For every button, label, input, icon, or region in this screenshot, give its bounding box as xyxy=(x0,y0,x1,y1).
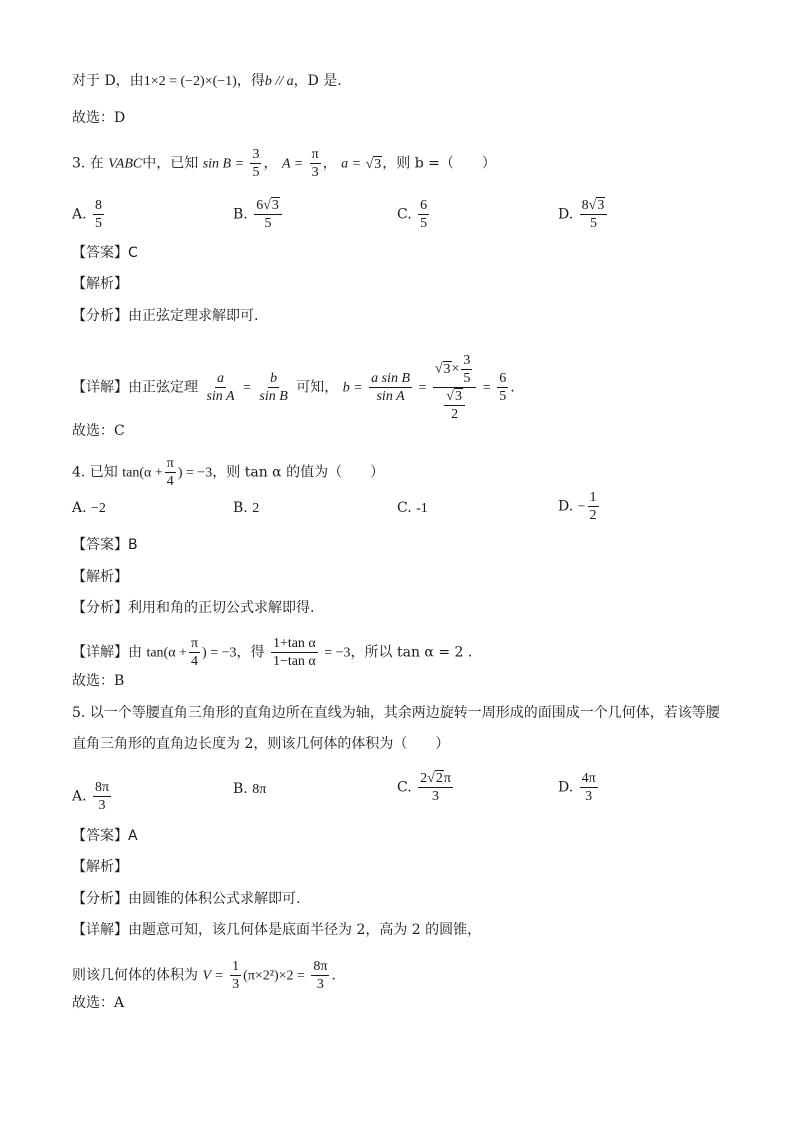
num: π xyxy=(311,147,319,162)
V-eq: V = xyxy=(202,968,224,984)
den: 3 xyxy=(316,977,324,992)
q5-xiangjie: 【详解】由题意可知，该几何体是底面半径为 2，高为 2 的圆锥， xyxy=(72,922,482,938)
choose-a: 故选：A xyxy=(72,995,125,1011)
label: B. xyxy=(233,781,248,797)
frac-1-3 xyxy=(230,958,241,993)
q5-option-d[interactable] xyxy=(558,770,600,805)
tan-open: tan(α + xyxy=(146,645,187,661)
label: C. xyxy=(397,206,412,223)
label: C. xyxy=(397,779,412,796)
frac-asinB xyxy=(369,370,412,405)
frac xyxy=(418,770,453,805)
label: A. xyxy=(72,500,87,516)
den: sin B xyxy=(259,389,288,404)
val: 8π xyxy=(252,782,267,797)
text: ，所以 tan α = 2 . xyxy=(350,644,473,661)
den: sin A xyxy=(206,389,235,404)
tan-open: tan(α + xyxy=(122,465,163,481)
label: C. xyxy=(397,500,412,516)
times: × xyxy=(451,361,460,377)
num: π xyxy=(190,636,199,651)
num: 8 xyxy=(95,198,103,213)
num: 6√3 xyxy=(254,197,282,215)
question-3: 3. 在 VABC中，已知 sin B = $\frac{3}{5}$ ， A = $\frac{\pi}{3}$ ， a = √3，则 b =（ ） xyxy=(72,147,496,180)
den: sin A xyxy=(376,389,405,404)
label: B. xyxy=(233,500,248,516)
label: D. xyxy=(558,498,574,515)
q4-option-c[interactable] xyxy=(397,498,428,519)
den: 3 xyxy=(585,789,593,804)
text: ，则 b =（ ） xyxy=(382,155,496,172)
text: 可知， xyxy=(296,379,339,396)
d-expression: 1×2 = (−2)×(−1) xyxy=(143,74,237,89)
num: 6 xyxy=(499,371,507,386)
num: 3 xyxy=(252,147,260,162)
q5-option-a[interactable] xyxy=(72,779,113,814)
fraction-3-5 xyxy=(250,146,261,181)
den: 1−tan α xyxy=(272,654,316,669)
q3-jiexi: 【解析】 xyxy=(72,276,128,292)
q4-option-d[interactable] xyxy=(558,489,601,524)
coef: 2 xyxy=(420,771,428,786)
frac-pi-4 xyxy=(189,635,200,670)
den: 4 xyxy=(166,474,174,489)
frac xyxy=(580,770,598,805)
text: ，得 xyxy=(236,73,265,89)
radicand: 3 xyxy=(454,389,462,404)
num: 2√2π xyxy=(420,771,451,786)
frac xyxy=(418,197,429,232)
label: A. xyxy=(72,788,87,805)
inner: $\frac{√3}{2}$ xyxy=(444,388,465,423)
frac xyxy=(254,197,282,232)
den: 3 xyxy=(432,789,439,804)
sinB: sin B = xyxy=(202,156,245,172)
num: 1+tan α xyxy=(272,636,316,651)
radicand: 3 xyxy=(597,198,605,213)
text: 【详解】由 xyxy=(72,644,142,661)
val: −2 xyxy=(91,501,106,516)
text: 则该几何体的体积为 xyxy=(72,967,198,984)
label: B. xyxy=(233,206,248,223)
text: ，得 xyxy=(236,644,265,661)
den: 5 xyxy=(499,389,507,404)
q4-option-b[interactable] xyxy=(233,498,259,519)
radicand: 3 xyxy=(374,156,382,172)
radicand: 2 xyxy=(435,771,443,786)
val: -1 xyxy=(416,501,428,516)
q5-answer: 【答案】A xyxy=(72,828,138,844)
q3-xiangjie: 【详解】由正弦定理 $\frac{a}{\text{sin A}}$ = $\frac{b}{\text{sin B}}$ 可知， b = $\frac{\text{a sin B}}{\text{sin A}}$ = √3× $\frac{3}{5}$ $\frac{√3}{2}$ = $\frac{6}{5}$ . xyxy=(72,353,515,422)
num: 1 xyxy=(232,959,240,974)
vector-parallel: b // a xyxy=(264,74,294,89)
q5-volume: 则该几何体的体积为 V = $\frac{1}{3}$ (π×2²)×2 = $\frac{8\pi}{3}$ . xyxy=(72,959,336,992)
num: a xyxy=(217,371,225,386)
text: 【详解】由正弦定理 xyxy=(72,379,198,396)
frac xyxy=(588,489,599,524)
num: 1 xyxy=(589,490,597,505)
coef: 8 xyxy=(581,198,589,213)
num: 3 xyxy=(463,353,471,368)
q3-option-d[interactable] xyxy=(558,197,609,232)
inner xyxy=(461,352,472,387)
den: 5 xyxy=(264,216,272,231)
den: 2 xyxy=(589,508,597,523)
num: 4π xyxy=(581,771,596,786)
den: 4 xyxy=(190,654,198,669)
text: 3. 在 xyxy=(72,155,104,172)
law-frac-a xyxy=(204,370,236,405)
A-eq: A = xyxy=(281,156,304,172)
den: 3 xyxy=(311,165,319,180)
choose-b: 故选：B xyxy=(72,673,125,689)
q3-answer: 【答案】C xyxy=(72,245,138,261)
question-4 xyxy=(72,455,384,490)
q3-option-a[interactable] xyxy=(72,197,106,232)
num: 8π xyxy=(313,959,328,974)
q4-option-a[interactable] xyxy=(72,498,106,519)
den: 2 xyxy=(451,407,459,422)
num: 8√3 xyxy=(580,197,608,215)
triangle-name: VABC xyxy=(108,156,143,172)
text: ，D 是. xyxy=(293,73,342,89)
den: 5 xyxy=(95,216,103,231)
q4-jiexi: 【解析】 xyxy=(72,569,128,585)
label: D. xyxy=(558,779,574,796)
den xyxy=(440,388,469,423)
text: 中，已知 xyxy=(142,155,199,172)
b-eq: b = xyxy=(342,380,363,396)
tan-close: ) = −3 xyxy=(177,465,213,481)
label: A. xyxy=(72,206,87,223)
fraction-pi-3 xyxy=(310,146,321,181)
tan-close: ) = −3 xyxy=(202,645,237,661)
q3-option-c[interactable] xyxy=(397,197,431,232)
num: π xyxy=(166,456,174,471)
den: 3 xyxy=(98,798,106,813)
q5-jiexi: 【解析】 xyxy=(72,859,128,875)
q4-xiangjie xyxy=(72,635,472,670)
question-5-line2: 直角三角形的直角边长度为 2，则该几何体的体积为（ ） xyxy=(72,736,450,752)
choose-c: 故选：C xyxy=(72,423,125,439)
val: 2 xyxy=(252,501,260,516)
den: 3 xyxy=(232,977,240,992)
d-analysis-line xyxy=(72,71,342,92)
num: b xyxy=(270,371,278,386)
q3-option-b[interactable] xyxy=(233,197,284,232)
text: ，则 tan α 的值为（ ） xyxy=(212,464,385,481)
den: 5 xyxy=(420,216,428,231)
a-eq: a = xyxy=(341,156,362,172)
radicand: 3 xyxy=(271,198,279,213)
text: 4. 已知 xyxy=(72,464,118,481)
pi: π xyxy=(443,771,451,786)
text: 对于 D，由 xyxy=(72,73,144,89)
q4-fenxi: 【分析】利用和角的正切公式求解即得. xyxy=(72,600,315,616)
frac xyxy=(93,779,111,814)
frac-result xyxy=(311,958,329,993)
frac-compound xyxy=(433,352,477,423)
law-frac-b xyxy=(257,370,289,405)
num: √3× $\frac{3}{5}$ xyxy=(433,352,477,388)
sign: − xyxy=(577,499,586,515)
frac-pi-4 xyxy=(165,455,176,490)
q3-fenxi: 【分析】由正弦定理求解即可. xyxy=(72,308,259,324)
q5-fenxi: 【分析】由圆锥的体积公式求解即可. xyxy=(72,891,301,907)
expr: (π×2²)×2 = xyxy=(243,968,305,984)
q5-option-c[interactable] xyxy=(397,770,455,805)
num: a sin B xyxy=(371,371,410,386)
frac-tan xyxy=(271,635,318,670)
coef: 6 xyxy=(256,198,264,213)
frac-result xyxy=(497,370,508,405)
num: 6 xyxy=(420,198,428,213)
question-5-line1: 5. 以一个等腰直角三角形的直角边所在直线为轴，其余两边旋转一周形成的面围成一个几何体，若该等腰 xyxy=(72,705,720,721)
choose-d: 故选：D xyxy=(72,110,126,126)
frac xyxy=(580,197,608,232)
den: 5 xyxy=(589,216,597,231)
sqrt-3: √3 xyxy=(365,156,382,172)
q5-option-b[interactable] xyxy=(233,779,266,800)
den: 5 xyxy=(463,371,471,386)
eq: = −3 xyxy=(324,645,351,661)
frac xyxy=(93,197,104,232)
num: 8π xyxy=(95,780,110,795)
den: 5 xyxy=(252,165,260,180)
label: D. xyxy=(558,206,574,223)
q4-answer: 【答案】B xyxy=(72,537,138,553)
